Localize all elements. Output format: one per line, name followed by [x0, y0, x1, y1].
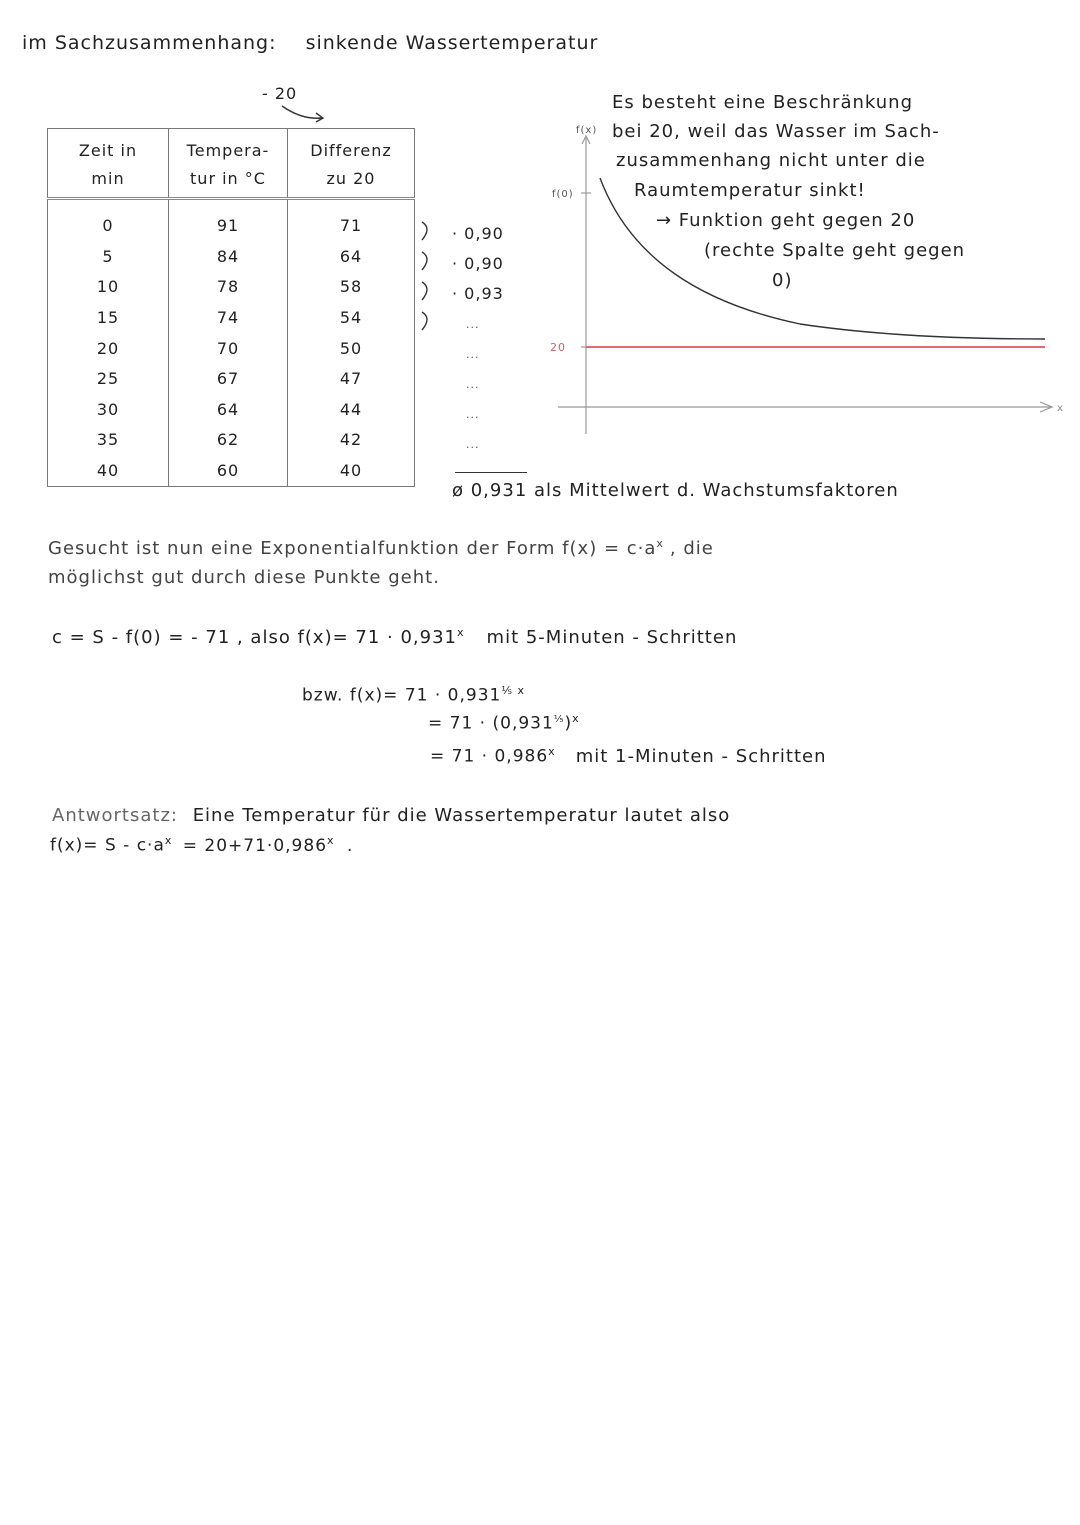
answer-formula: $f(x)= S - c\cdot a^x = 20+71\cdot 0,986^x$ .: [50, 834, 354, 856]
table-row: 15 74 54: [48, 302, 415, 333]
col-header-temperature: Tempera- tur in °C: [169, 129, 288, 199]
note-line-5: → Funktion geht gegen 20: [656, 210, 916, 231]
note-line-6: (rechte Spalte geht gegen: [704, 240, 966, 261]
ratio-1: · 0,90: [452, 224, 504, 243]
ratio-dots: ...: [466, 348, 480, 361]
note-line-1: Es besteht eine Beschränkung: [612, 92, 914, 113]
col-header-difference: Differenz zu 20: [288, 129, 415, 199]
col-header-time: Zeit in min: [48, 129, 169, 199]
calc-bzw-line: bzw. $f(x)= 71 \cdot 0,931^{\frac{1}{5} x}$: [302, 684, 526, 706]
answer-text: Eine Temperatur für die Wassertemperatur lautet also: [192, 805, 731, 826]
average-text: ø 0,931 als Mittelwert d. Wachstumsfaktoren: [452, 480, 899, 501]
note-line-3: zusammenhang nicht unter die: [616, 150, 926, 171]
table-row: 0 91 71: [48, 199, 415, 242]
ratio-brackets-icon: [418, 218, 438, 338]
table-header-row: [48, 129, 415, 199]
table-row: 10 78 58: [48, 272, 415, 303]
table-row: 25 67 47: [48, 363, 415, 394]
heading-prefix: im Sachzusammenhang:: [22, 32, 277, 54]
ratio-dots: ...: [466, 318, 480, 331]
heading-topic: sinkende Wassertemperatur: [305, 32, 599, 54]
calc-eq2: = $71 \cdot (0,931^{\frac{1}{5}})^x$: [428, 712, 580, 734]
answer-label: Antwortsatz:: [52, 805, 178, 826]
note-line-7: 0): [772, 270, 793, 291]
y-axis-label: f(x): [576, 125, 598, 136]
note-line-2: bei 20, weil das Wasser im Sach-: [612, 121, 940, 142]
f0-label: f(0): [552, 189, 574, 200]
heading: [22, 32, 598, 54]
level-label: 20: [550, 341, 566, 354]
data-table: [47, 128, 415, 487]
table-row: 20 70 50: [48, 333, 415, 364]
table-row: 5 84 64: [48, 241, 415, 272]
search-line-2: möglichst gut durch diese Punkte geht.: [48, 567, 440, 588]
x-axis-label: x: [1057, 403, 1064, 414]
ratio-dots: ...: [466, 378, 480, 391]
ratio-dots: ...: [466, 408, 480, 421]
table-row: 40 60 40: [48, 455, 415, 486]
note-line-4: Raumtemperatur sinkt!: [634, 180, 866, 201]
table-annotation: - 20: [262, 84, 298, 103]
calc-eq3: = $71 \cdot 0,986^x$ mit 1-Minuten - Schritten: [430, 745, 827, 767]
search-line-1: Gesucht ist nun eine Exponentialfunktion der Form $f(x) = c\cdot a^x$ , die: [48, 537, 714, 559]
ratio-2: · 0,90: [452, 254, 504, 273]
sum-line: [455, 472, 527, 473]
ratio-3: · 0,93: [452, 284, 504, 303]
calc-c-line: c = S - f(0) = - 71 , also $f(x)= 71 \cdot 0,931^x$ mit 5-Minuten - Schritten: [52, 626, 738, 648]
table-row: 35 62 42: [48, 425, 415, 456]
ratio-dots: ...: [466, 438, 480, 451]
curved-arrow-icon: [280, 102, 330, 124]
answer-line: [52, 805, 730, 826]
table-row: 30 64 44: [48, 394, 415, 425]
